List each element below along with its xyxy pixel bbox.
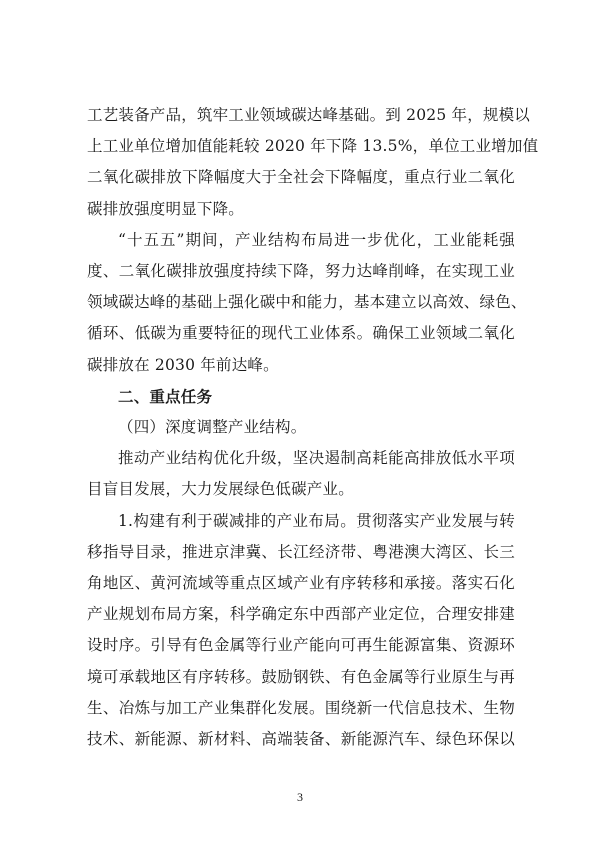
text-line: 产业规划布局方案，科学确定东中西部产业定位，合理安排建 (87, 605, 515, 624)
text-line: 碳排放在 2030 年前达峰。 (87, 355, 279, 374)
text-line: 碳排放强度明显下降。 (87, 199, 245, 218)
text-line: 设时序。引导有色金属等行业产能向可再生能源富集、资源环 (87, 636, 515, 655)
text-line: 境可承载地区有序转移。鼓励钢铁、有色金属等行业原生与再 (87, 667, 515, 686)
page-number: 3 (297, 790, 303, 804)
text-line: 推动产业结构优化升级，坚决遏制高耗能高排放低水平项 (118, 449, 515, 468)
text-line: 目盲目发展，大力发展绿色低碳产业。 (87, 480, 354, 499)
text-line: “十五五”期间，产业结构布局进一步优化，工业能耗强 (118, 230, 515, 249)
text-line: 技术、新能源、新材料、高端装备、新能源汽车、绿色环保以 (87, 730, 515, 748)
text-line: 生、冶炼与加工产业集群化发展。围绕新一代信息技术、生物 (87, 698, 515, 717)
text-line: 工艺装备产品，筑牢工业领域碳达峰基础。到 2025 年，规模以 (87, 106, 531, 124)
text-line: 角地区、黄河流域等重点区域产业有序转移和承接。落实石化 (87, 574, 515, 592)
text-line: 上工业单位增加值能耗较 2020 年下降 13.5%，单位工业增加值 (87, 137, 539, 156)
text-line: 循环、低碳为重要特征的现代工业体系。确保工业领域二氧化 (87, 324, 515, 343)
section-heading: 二、重点任务 (118, 386, 213, 406)
text-line: 移指导目录，推进京津冀、长江经济带、粤港澳大湾区、长三 (87, 542, 515, 561)
text-line: 度、二氧化碳排放强度持续下降，努力达峰削峰，在实现工业 (87, 262, 515, 280)
text-line: 1.构建有利于碳减排的产业布局。贯彻落实产业发展与转 (118, 511, 515, 530)
text-line: 领域碳达峰的基础上强化碳中和能力，基本建立以高效、绿色、 (87, 293, 527, 312)
text-line: 二氧化碳排放下降幅度大于全社会下降幅度，重点行业二氧化 (87, 168, 515, 187)
subsection-heading: （四）深度调整产业结构。 (118, 418, 307, 436)
